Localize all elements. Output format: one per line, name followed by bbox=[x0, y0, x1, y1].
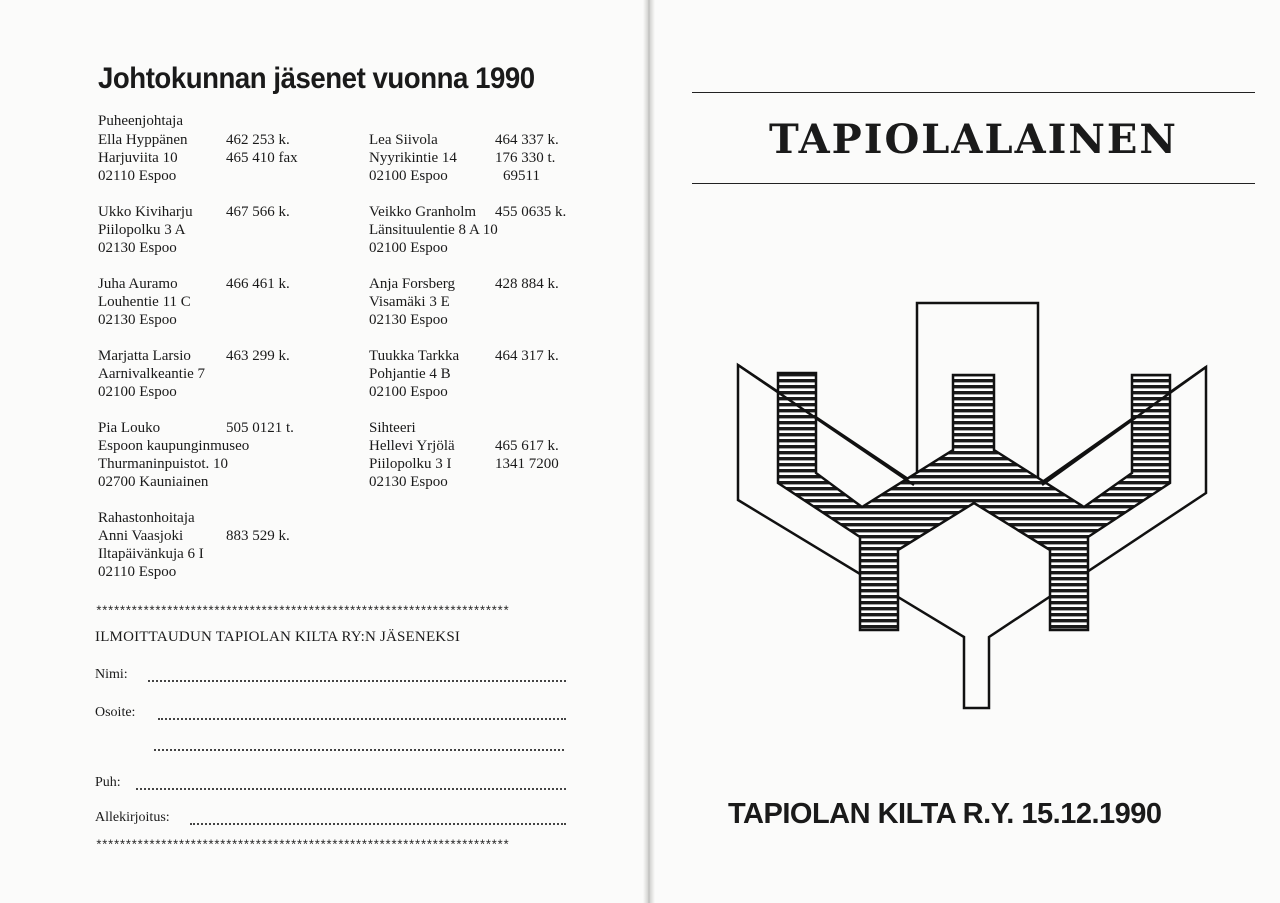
tapiola-guild-logo-icon bbox=[732, 295, 1212, 715]
member-phone: 467 566 k. bbox=[226, 204, 290, 220]
member-name: Hellevi Yrjölä bbox=[369, 438, 455, 454]
member-fax: 465 410 fax bbox=[226, 150, 298, 166]
member-name: Tuukka Tarkka bbox=[369, 348, 460, 364]
phone-field[interactable] bbox=[136, 788, 566, 790]
name-label: Nimi: bbox=[95, 667, 128, 682]
member-postal: 02130 Espoo bbox=[369, 474, 448, 490]
member-phone: 428 884 k. bbox=[495, 276, 559, 292]
member-address: Aarnivalkeantie 7 bbox=[98, 366, 206, 382]
member-postal: 02100 Espoo bbox=[369, 240, 448, 256]
title-rule-bottom bbox=[692, 183, 1255, 184]
magazine-title: TAPIOLALAINEN bbox=[769, 116, 1178, 163]
member-address: Pohjantie 4 B bbox=[369, 366, 451, 382]
address-label: Osoite: bbox=[95, 705, 136, 720]
signature-label: Allekirjoitus: bbox=[95, 810, 170, 825]
member-address: Espoon kaupunginmuseo bbox=[98, 438, 250, 454]
member-postal: 02100 Espoo bbox=[369, 168, 448, 184]
member-address: Nyyrikintie 14 bbox=[369, 150, 457, 166]
role-label: Rahastonhoitaja bbox=[98, 510, 195, 526]
footer-date-line: TAPIOLAN KILTA R.Y. 15.12.1990 bbox=[728, 798, 1162, 830]
name-field[interactable] bbox=[148, 680, 566, 682]
member-name: Juha Auramo bbox=[98, 276, 178, 292]
member-name: Veikko Granholm bbox=[369, 204, 477, 220]
board-members-title: Johtokunnan jäsenet vuonna 1990 bbox=[98, 62, 535, 95]
member-phone: 455 0635 k. bbox=[495, 204, 567, 220]
member-postal: 02130 Espoo bbox=[98, 312, 177, 328]
separator-stars: ********************************************************************** bbox=[95, 838, 509, 853]
separator-stars: ********************************************************************** bbox=[95, 604, 509, 619]
member-postal: 02700 Kauniainen bbox=[98, 474, 209, 490]
address-field[interactable] bbox=[158, 718, 566, 720]
member-postal: 02100 Espoo bbox=[98, 384, 177, 400]
member-phone: 463 299 k. bbox=[226, 348, 290, 364]
member-name: Marjatta Larsio bbox=[98, 348, 191, 364]
member-phone: 462 253 k. bbox=[226, 132, 290, 148]
member-postal: 02110 Espoo bbox=[98, 168, 177, 184]
title-rule-top bbox=[692, 92, 1255, 93]
role-label: Puheenjohtaja bbox=[98, 113, 183, 129]
member-phone: 1341 7200 bbox=[495, 456, 559, 472]
member-address: Länsituulentie 8 A 10 bbox=[369, 222, 498, 238]
member-phone: 464 337 k. bbox=[495, 132, 559, 148]
member-postal: 02100 Espoo bbox=[369, 384, 448, 400]
member-phone: 465 617 k. bbox=[495, 438, 559, 454]
member-name: Pia Louko bbox=[98, 420, 161, 436]
member-postal: 02130 Espoo bbox=[98, 240, 177, 256]
member-address: Louhentie 11 C bbox=[98, 294, 191, 310]
member-name: Lea Siivola bbox=[369, 132, 438, 148]
member-name: Ukko Kiviharju bbox=[98, 204, 193, 220]
member-phone: 176 330 t. bbox=[495, 150, 556, 166]
member-postal: Thurmaninpuistot. 10 bbox=[98, 456, 228, 472]
member-address: Piilopolku 3 I bbox=[369, 456, 452, 472]
member-phone: 505 0121 t. bbox=[226, 420, 294, 436]
member-address: Iltapäivänkuja 6 I bbox=[98, 546, 204, 562]
member-postal: 02110 Espoo bbox=[98, 564, 177, 580]
phone-label: Puh: bbox=[95, 775, 121, 790]
member-postal: 02130 Espoo bbox=[369, 312, 448, 328]
signature-field[interactable] bbox=[190, 823, 566, 825]
member-phone: 466 461 k. bbox=[226, 276, 290, 292]
member-address: Visamäki 3 E bbox=[369, 294, 450, 310]
member-name: Anja Forsberg bbox=[369, 276, 455, 292]
signup-heading: ILMOITTAUDUN TAPIOLAN KILTA RY:N JÄSENEKSI bbox=[95, 629, 461, 645]
member-address: Piilopolku 3 A bbox=[98, 222, 186, 238]
member-address: Harjuviita 10 bbox=[98, 150, 178, 166]
role-label: Sihteeri bbox=[369, 420, 416, 436]
address-field-line2[interactable] bbox=[154, 749, 564, 751]
member-name: Ella Hyppänen bbox=[98, 132, 188, 148]
member-phone: 464 317 k. bbox=[495, 348, 559, 364]
member-name: Anni Vaasjoki bbox=[98, 528, 184, 544]
member-phone: 69511 bbox=[503, 168, 540, 184]
booklet-spine bbox=[643, 0, 655, 903]
member-phone: 883 529 k. bbox=[226, 528, 290, 544]
